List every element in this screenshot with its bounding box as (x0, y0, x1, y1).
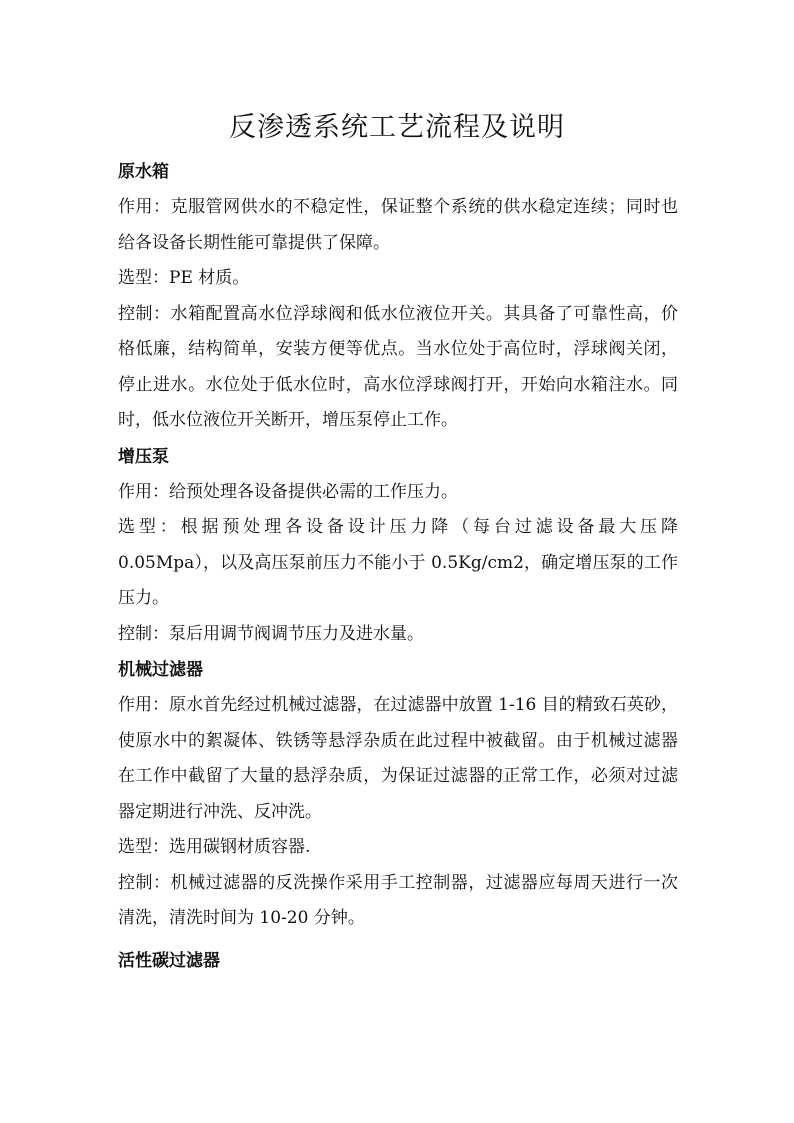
paragraph: 控制：机械过滤器的反洗操作采用手工控制器，过滤器应每周天进行一次清洗，清洗时间为 10-20 分钟。 (118, 872, 678, 928)
section-heading: 原水箱 (118, 162, 169, 182)
section-activated-carbon-filter (118, 943, 678, 979)
section-heading: 活性碳过滤器 (118, 950, 220, 971)
page-title: 反渗透系统工艺流程及说明 (229, 112, 565, 143)
section-booster-pump (118, 439, 678, 653)
section-raw-water-tank (118, 154, 678, 439)
paragraph: 作用：克服管网供水的不稳定性，保证整个系统的供水稳定连续；同时也给各设备长期性能可靠提供了保障。 (118, 197, 678, 253)
document-body (118, 154, 678, 979)
paragraph: 作用：给预处理各设备提供必需的工作压力。 (118, 481, 458, 502)
section-heading: 增压泵 (118, 446, 169, 467)
paragraph: 控制：水箱配置高水位浮球阀和低水位液位开关。其具备了可靠性高，价格低廉，结构简单，安装方便等优点。当水位处于高位时，浮球阀关闭，停止进水。水位处于低水位时，高水位浮球阀打开，开始向水箱注水。同时，低水位液位开关断开，增压泵停止工作。 (118, 303, 678, 430)
section-mechanical-filter (118, 652, 678, 937)
paragraph: 作用：原水首先经过机械过滤器，在过滤器中放置 1-16 目的精致石英砂，使原水中的絮凝体、铁锈等悬浮杂质在此过程中被截留。由于机械过滤器在工作中截留了大量的悬浮杂质，为保证过滤器的正常工作，必须对过滤器定期进行冲洗、反冲洗。 (118, 695, 678, 822)
paragraph: 选型：选用碳钢材质容器. (118, 837, 311, 857)
paragraph: 选型：根据预处理各设备设计压力降（每台过滤设备最大压降0.05Mpa），以及高压泵前压力不能小于 0.5Kg/cm2，确定增压泵的工作压力。 (118, 517, 678, 608)
section-heading: 机械过滤器 (118, 660, 203, 680)
paragraph: 选型：PE 材质。 (118, 268, 250, 288)
paragraph: 控制：泵后用调节阀调节压力及进水量。 (118, 623, 424, 644)
